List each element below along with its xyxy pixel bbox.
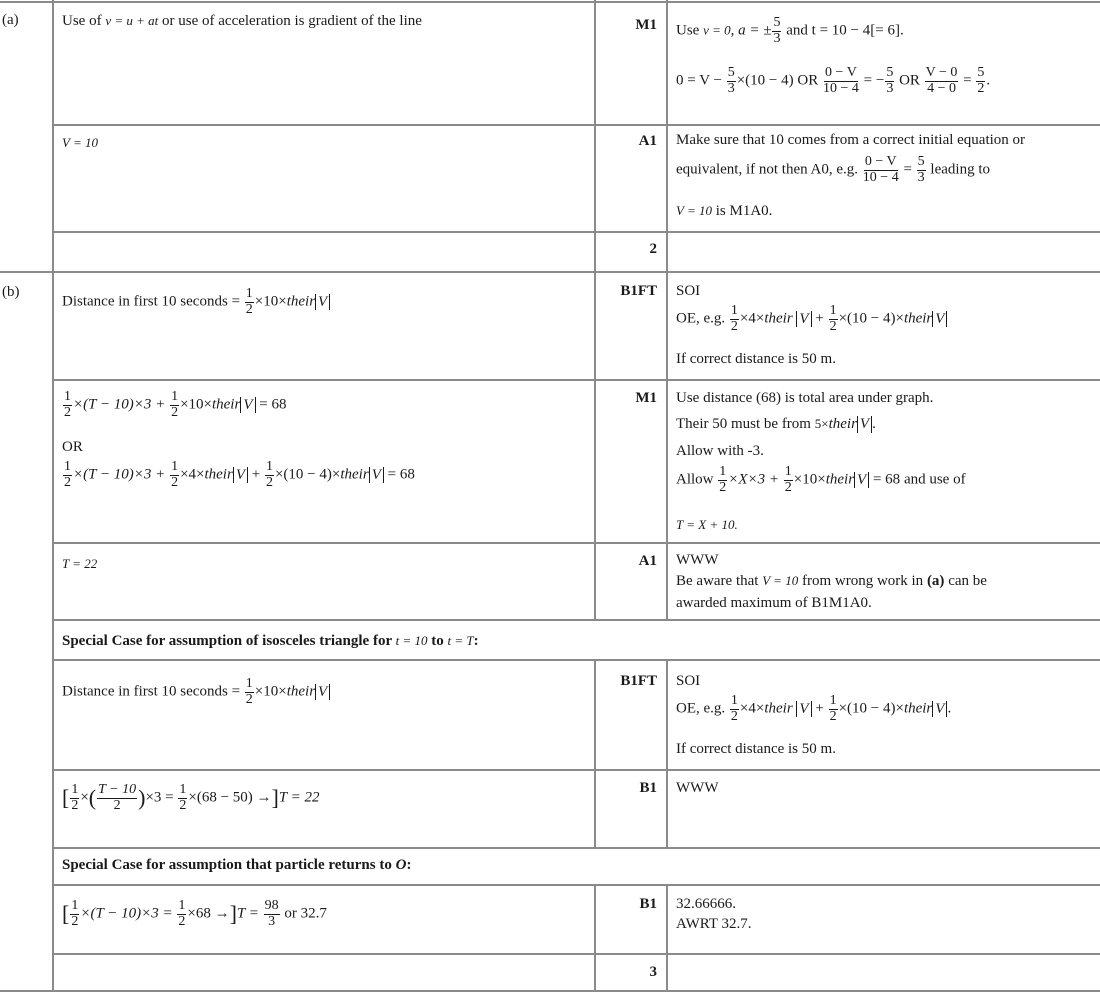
mark-a-m1: M1 (635, 17, 657, 33)
guidance-sc2-b1-line2: AWRT 32.7. (676, 916, 752, 932)
col-divider (594, 660, 596, 848)
col-divider (666, 885, 668, 992)
row-divider (53, 379, 1100, 381)
special-case-returns-heading: Special Case for assumption that particle returns to O: (62, 857, 412, 873)
guidance-a-a1-line2: equivalent, if not then A0, e.g. $\frac{0 - V}{10 - 4}$ = $\frac{5}{3}$ leading to (676, 154, 990, 185)
row-divider (53, 619, 1100, 621)
row-divider (53, 542, 1100, 544)
guidance-b-a1-line3: awarded maximum of B1M1A0. (676, 595, 872, 611)
answer-b-m1-line2: $\frac{1}{2}$ ×(T − 10)×3 + $\frac{1}{2}$ ×4×their V + $\frac{1}{2}$ ×(10 − 4)×their V = 68 (64, 459, 415, 490)
guidance-sc1-b1ft-line2: OE, e.g. $\frac{1}{2}$ ×4×their V + $\frac{1}{2}$ ×(10 − 4)×their V . (676, 693, 952, 724)
col-divider (52, 0, 54, 992)
answer-a-m1: Use of v = u + at or use of acceleration is gradient of the line (62, 13, 422, 29)
row-divider (53, 953, 1100, 955)
answer-a-a1: V = 10 (62, 135, 98, 150)
answer-b-m1-or: OR (62, 439, 83, 455)
answer-sc2-b1: [ $\frac{1}{2}$ ×(T − 10)×3 = $\frac{1}{2}$ ×68 →]T = $\frac{98}{3}$ or 32.7 (62, 898, 327, 929)
row-divider (53, 884, 1100, 886)
col-divider (594, 0, 596, 620)
col-divider (594, 885, 596, 992)
guidance-b-b1ft-line3: If correct distance is 50 m. (676, 351, 836, 367)
guidance-b-a1-line2: Be aware that V = 10 from wrong work in (a) can be (676, 573, 987, 589)
mark-a-a1: A1 (638, 133, 657, 149)
guidance-b-a1-line1: WWW (676, 552, 719, 568)
mark-sc1-b1ft: B1FT (620, 673, 657, 689)
total-marks-b: 3 (649, 964, 657, 980)
row-divider (53, 659, 1100, 661)
special-case-isosceles-heading: Special Case for assumption of isosceles triangle for t = 10 to t = T: (62, 633, 479, 649)
answer-sc1-b1: [ $\frac{1}{2}$ ×( $\frac{T - 10}{2}$ )×3 = $\frac{1}{2}$ ×(68 − 50) →]T = 22 (62, 782, 320, 813)
mark-sc2-b1: B1 (639, 896, 657, 912)
answer-b-a1: T = 22 (62, 556, 98, 571)
mark-b-m1: M1 (635, 390, 657, 406)
guidance-a-a1-line1: Make sure that 10 comes from a correct initial equation or (676, 132, 1026, 148)
guidance-b-m1-line2: Their 50 must be from 5×their V . (676, 416, 876, 432)
part-label-a: (a) (2, 12, 19, 28)
mark-sc1-b1: B1 (639, 780, 657, 796)
guidance-a-a1-line3: V = 10 is M1A0. (676, 203, 773, 219)
row-divider (53, 769, 1100, 771)
row-divider (53, 847, 1100, 849)
answer-b-b1ft: Distance in first 10 seconds = $\frac{1}{2}$ ×10×their V (62, 287, 330, 317)
total-marks-a: 2 (649, 241, 657, 257)
col-divider (666, 660, 668, 848)
answer-b-m1-line1: $\frac{1}{2}$ ×(T − 10)×3 + $\frac{1}{2}$ ×10×their V = 68 (64, 389, 287, 420)
guidance-sc2-b1-line1: 32.66666. (676, 896, 736, 912)
guidance-b-m1-line3: Allow with -3. (676, 443, 764, 459)
guidance-a-m1-line1: Use v = 0, a = ± $\frac{5}{3}$ and t = 10 − 4[= 6]. (676, 15, 904, 46)
mark-b-b1ft: B1FT (620, 283, 657, 299)
guidance-b-b1ft-line2: OE, e.g. $\frac{1}{2}$ ×4×their V + $\frac{1}{2}$ ×(10 − 4)×their V (676, 304, 947, 334)
guidance-sc1-b1ft-line3: If correct distance is 50 m. (676, 741, 836, 757)
guidance-b-m1-line1: Use distance (68) is total area under graph. (676, 390, 934, 406)
part-label-b: (b) (2, 284, 20, 300)
answer-sc1-b1ft: Distance in first 10 seconds = $\frac{1}{2}$ ×10×their V (62, 677, 330, 707)
guidance-b-m1-line4: Allow $\frac{1}{2}$ ×X×3 + $\frac{1}{2}$ ×10×their V = 68 and use of (676, 464, 966, 495)
guidance-a-m1-line2: 0 = V − $\frac{5}{3}$ ×(10 − 4) OR $\frac{0 - V}{10 - 4}$ = − $\frac{5}{3}$ OR $\frac{V - 0}{4 - 0}$ = $\frac{5}{2}$ . (676, 65, 991, 96)
row-divider (53, 231, 1100, 233)
row-divider (53, 124, 1100, 126)
guidance-sc1-b1ft-line1: SOI (676, 673, 701, 689)
col-divider (666, 0, 668, 620)
guidance-b-m1-line5: T = X + 10. (676, 517, 738, 532)
guidance-sc1-b1: WWW (676, 780, 719, 796)
row-divider (0, 1, 1100, 3)
guidance-b-b1ft-line1: SOI (676, 283, 701, 299)
row-divider (0, 271, 1100, 273)
mark-b-a1: A1 (638, 553, 657, 569)
